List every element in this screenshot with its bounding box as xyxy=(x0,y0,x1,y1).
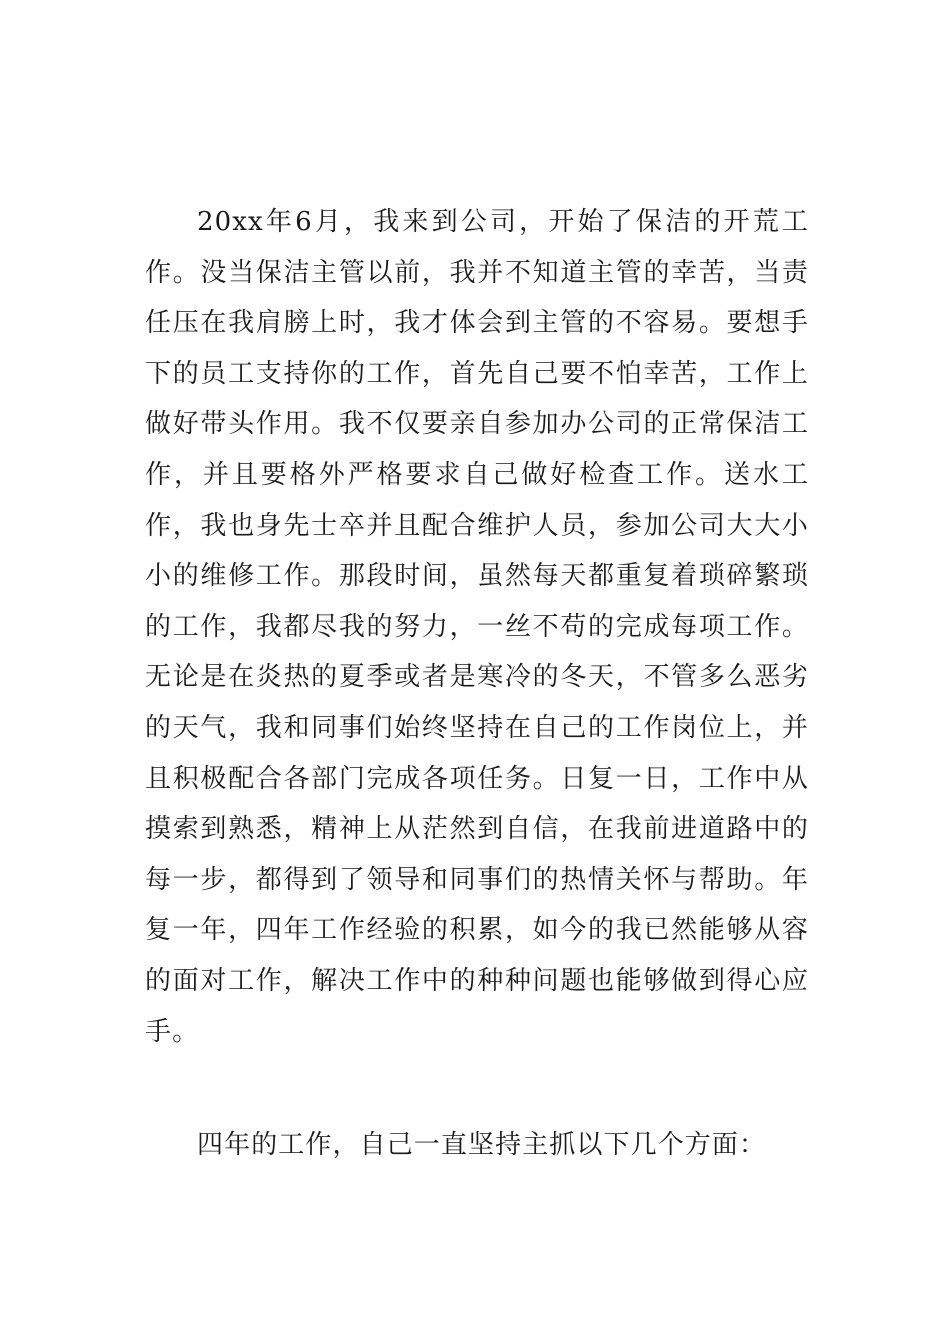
body-paragraph-focus-areas: 四年的工作，自己一直坚持主抓以下几个方面： xyxy=(197,1130,767,1160)
body-paragraph-experience: 20xx年6月，我来到公司，开始了保洁的开荒工作。没当保洁主管以前，我并不知道主管的幸苦，当责任压在我肩膀上时，我才体会到主管的不容易。要想手下的员工支持你的工作，首先自己要不怕幸苦，工作上做好带头作用。我不仅要亲自参加办公司的正常保洁工作，并且要格外严格要求自己做好检查工作。送水工作，我也身先士卒并且配合维护人员，参加公司大大小小的维修工作。那段时间，虽然每天都重复着琐碎繁琐的工作，我都尽我的努力，一丝不苟的完成每项工作。无论是在炎热的夏季或者是寒冷的冬天，不管多么恶劣的天气，我和同事们始终坚持在自己的工作岗位上，并且积极配合各部门完成各项任务。日复一日，工作中从摸索到熟悉，精神上从茫然到自信，在我前进道路中的每一步，都得到了领导和同事们的热情关怀与帮助。年复一年，四年工作经验的积累，如今的我已然能够从容的面对工作，解决工作中的种种问题也能够做到得心应手。 xyxy=(145,207,809,1047)
